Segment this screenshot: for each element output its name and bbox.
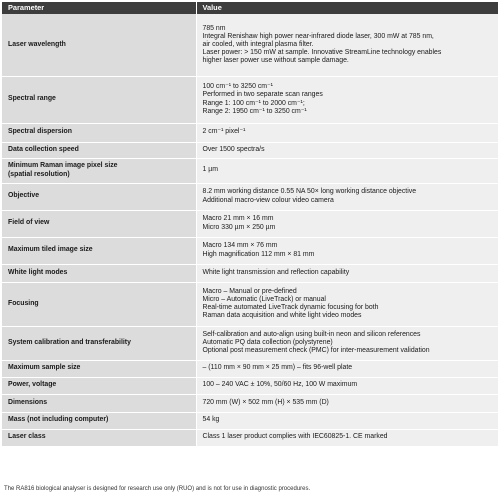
parameter-cell: [2, 237, 196, 264]
parameter-cell: [2, 264, 196, 282]
value-cell: [196, 210, 498, 237]
value-cell: [196, 14, 498, 76]
value-text: 720 mm (W) × 502 mm (H) × 535 mm (D): [202, 398, 329, 406]
table-row: [2, 429, 498, 446]
table-row: [2, 158, 498, 183]
parameter-cell: [2, 142, 196, 158]
parameter-text: White light modes: [8, 268, 68, 276]
value-text: Raman data acquisition and white light video modes: [202, 312, 362, 320]
parameter-cell: [2, 282, 196, 326]
table-row: [2, 282, 498, 326]
value-text: Real-time automated LiveTrack dynamic focusing for both: [202, 304, 379, 311]
value-cell: [196, 264, 498, 282]
value-text: White light transmission and reflection capability: [202, 268, 350, 276]
parameter-text: Spectral dispersion: [8, 128, 72, 136]
table-row: [2, 377, 498, 394]
value-text: Optional post measurement check (PMC) for inter-measurement validation: [202, 347, 430, 355]
value-cell: [196, 377, 498, 394]
value-cell: [196, 282, 498, 326]
value-text: 100 cm⁻¹ to 3250 cm⁻¹: [202, 83, 273, 91]
table-row: [2, 237, 498, 264]
table-row: [2, 360, 498, 377]
value-cell: [196, 76, 498, 123]
value-text: Macro 134 mm × 76 mm: [202, 242, 278, 250]
parameter-text: (spatial resolution): [8, 170, 70, 178]
table-row: [2, 210, 498, 237]
parameter-cell: [2, 326, 196, 360]
value-text: Automatic PQ data collection (polystyrene): [202, 338, 333, 346]
parameter-text: Field of view: [8, 219, 50, 227]
value-text: air cooled, with integral plasma filter.: [202, 40, 314, 48]
value-cell: [196, 123, 498, 142]
parameter-text: Power, voltage: [8, 381, 57, 389]
value-cell: [196, 394, 498, 412]
parameter-cell: [2, 360, 196, 377]
value-text: 100 – 240 VAC ± 10%, 50/60 Hz, 100 W maximum: [202, 381, 358, 389]
value-text: Range 1: 100 cm⁻¹ to 2000 cm⁻¹;: [202, 99, 305, 107]
parameter-text: Dimensions: [8, 398, 48, 406]
table-row: [2, 264, 498, 282]
table-body: [2, 14, 498, 446]
value-text: Micro 330 µm × 250 µm: [202, 223, 276, 231]
value-text: Range 2: 1950 cm⁻¹ to 3250 cm⁻¹: [202, 107, 307, 115]
value-text: Self-calibration and auto-align using built-in neon and silicon references: [202, 330, 421, 338]
value-text: 1 µm: [202, 166, 218, 174]
value-cell: [196, 326, 498, 360]
value-text: – (110 mm × 90 mm × 25 mm) – fits 96-well plate: [202, 364, 353, 372]
value-text: High magnification 112 mm × 81 mm: [202, 250, 315, 258]
value-text: 785 nm: [202, 24, 226, 32]
parameter-cell: [2, 412, 196, 429]
value-text: Class 1 laser product complies with IEC60825-1. CE marked: [202, 433, 388, 441]
table-row: [2, 412, 498, 429]
header-parameter: Parameter: [2, 2, 196, 14]
value-text: Integral Renishaw high power near-infrared diode laser, 300 mW at 785 nm,: [202, 32, 434, 40]
parameter-cell: [2, 429, 196, 446]
table-row: [2, 326, 498, 360]
value-cell: [196, 158, 498, 183]
parameter-cell: [2, 377, 196, 394]
value-text: 8.2 mm working distance 0.55 NA 50× long working distance objective: [202, 188, 417, 196]
table-header-row: [2, 2, 498, 14]
parameter-cell: [2, 158, 196, 183]
value-text: Micro – Automatic (LiveTrack) or manual: [202, 295, 326, 303]
value-text: Additional macro-view colour video camera: [202, 196, 334, 204]
table-row: [2, 183, 498, 210]
parameter-text: Minimum Raman image pixel size: [8, 162, 118, 170]
value-cell: [196, 429, 498, 446]
parameter-cell: [2, 123, 196, 142]
value-cell: [196, 142, 498, 158]
value-text: 2 cm⁻¹ pixel⁻¹: [202, 128, 246, 136]
parameter-text: Objective: [8, 192, 40, 200]
table-row: [2, 142, 498, 158]
parameter-text: Focusing: [8, 299, 39, 307]
parameter-text: Laser wavelength: [8, 40, 66, 48]
value-text: 54 kg: [202, 416, 220, 424]
parameter-text: Maximum sample size: [8, 364, 81, 372]
parameter-text: Maximum tiled image size: [8, 246, 93, 254]
parameter-text: System calibration and transferability: [8, 338, 131, 346]
value-cell: [196, 412, 498, 429]
value-text: Laser power: > 150 mW at sample. Innovative StreamLine technology enables: [202, 48, 442, 56]
value-text: Macro – Manual or pre-defined: [202, 287, 297, 295]
value-cell: [196, 237, 498, 264]
parameter-cell: [2, 14, 196, 76]
value-cell: [196, 183, 498, 210]
value-text: Macro 21 mm × 16 mm: [202, 215, 274, 223]
value-text: higher laser power use without sample damage.: [202, 56, 349, 64]
table-row: [2, 123, 498, 142]
parameter-text: Laser class: [8, 433, 46, 441]
header-value: Value: [196, 2, 498, 14]
specification-table: [2, 2, 498, 447]
parameter-cell: [2, 76, 196, 123]
table-row: [2, 394, 498, 412]
parameter-text: Spectral range: [8, 95, 56, 103]
parameter-text: Data collection speed: [8, 145, 79, 153]
footnote: The RA816 biological analyser is designed for research use only (RUO) and is not for use in diagnostic procedures.: [4, 486, 311, 492]
value-text: Performed in two separate scan ranges: [202, 91, 323, 99]
parameter-cell: [2, 394, 196, 412]
table-row: [2, 76, 498, 123]
table-row: [2, 14, 498, 76]
parameter-cell: [2, 210, 196, 237]
value-cell: [196, 360, 498, 377]
value-text: Over 1500 spectra/s: [202, 145, 265, 153]
parameter-cell: [2, 183, 196, 210]
parameter-text: Mass (not including computer): [8, 416, 109, 424]
